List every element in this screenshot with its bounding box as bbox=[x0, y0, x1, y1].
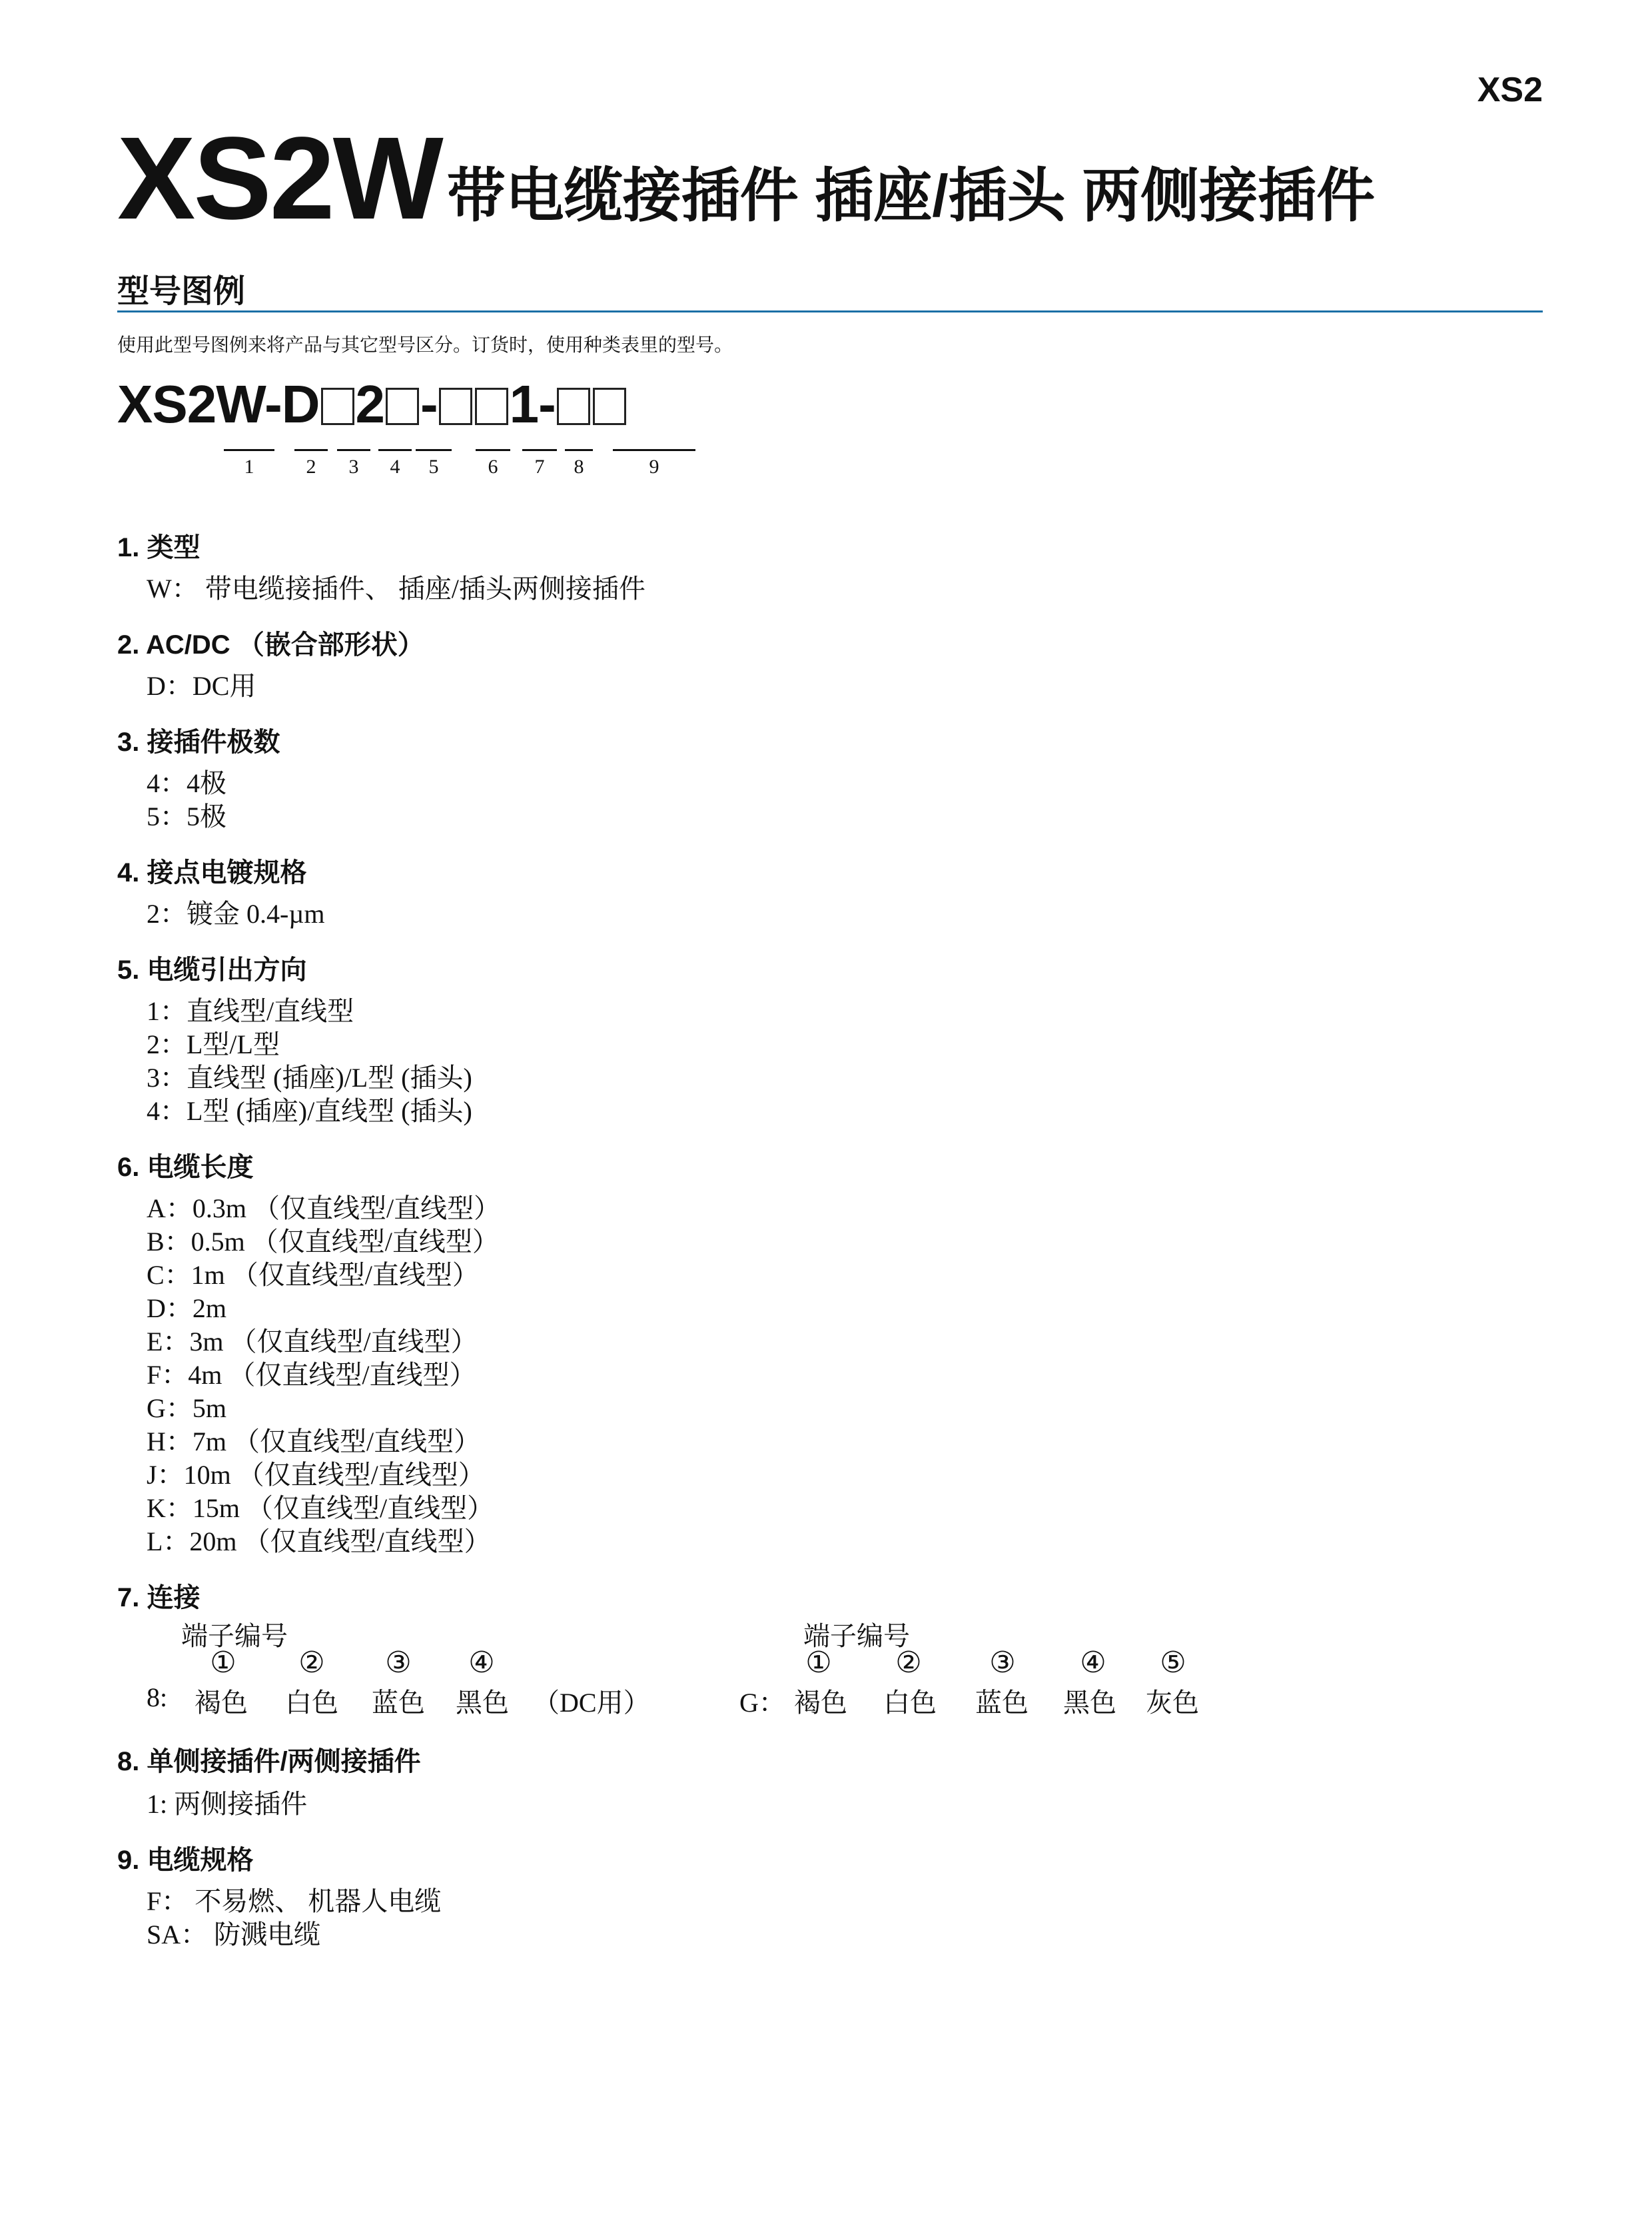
wire-code: 8: bbox=[147, 1682, 168, 1712]
placeholder-box bbox=[321, 388, 354, 425]
terminal-label: 端子编号 bbox=[181, 1621, 288, 1651]
terminal-number: ④ bbox=[468, 1646, 495, 1679]
wire-color: 褐色 bbox=[195, 1688, 248, 1718]
list-item: 3：直线型 (插座)/L型 (插头) bbox=[147, 1063, 472, 1093]
list-item: E：3m （仅直线型/直线型） bbox=[147, 1327, 478, 1357]
terminal-number: ② bbox=[298, 1646, 325, 1679]
placeholder-box bbox=[475, 388, 508, 425]
page-code: XS2 bbox=[1477, 71, 1543, 109]
segment-number: 8 bbox=[574, 456, 584, 478]
segment-underline bbox=[378, 449, 412, 451]
title-code: XS2W bbox=[117, 113, 442, 244]
list-item: K：15m （仅直线型/直线型） bbox=[147, 1493, 494, 1523]
section-3-heading: 3. 接插件极数 bbox=[117, 728, 280, 757]
terminal-number: ② bbox=[895, 1646, 922, 1679]
terminal-number: ⑤ bbox=[1160, 1646, 1186, 1679]
segment-number: 7 bbox=[534, 456, 545, 478]
section-1-heading: 1. 类型 bbox=[117, 533, 201, 562]
list-item: 2：镀金 0.4-µm bbox=[147, 899, 325, 929]
list-item: 4：L型 (插座)/直线型 (插头) bbox=[147, 1096, 472, 1126]
segment-underline bbox=[613, 449, 695, 451]
model-code-prefix: XS2W-D bbox=[117, 374, 320, 434]
list-item: 4：4极 bbox=[147, 768, 226, 798]
list-item: G：5m bbox=[147, 1393, 226, 1423]
wire-color: 白色 bbox=[285, 1688, 338, 1718]
segment-number: 2 bbox=[306, 456, 316, 478]
title-text: 带电缆接插件 插座/插头 两侧接插件 bbox=[446, 163, 1376, 229]
list-item: SA： 防溅电缆 bbox=[147, 1920, 321, 1950]
terminal-number: ① bbox=[805, 1646, 832, 1679]
placeholder-box bbox=[557, 388, 590, 425]
list-item: D：DC用 bbox=[147, 671, 256, 701]
segment-underline bbox=[565, 449, 593, 451]
wire-color: 灰色 bbox=[1146, 1688, 1199, 1718]
list-item: J：10m （仅直线型/直线型） bbox=[147, 1460, 485, 1490]
list-item: A：0.3m （仅直线型/直线型） bbox=[147, 1193, 501, 1223]
list-item: 1: 两侧接插件 bbox=[147, 1789, 308, 1819]
list-item: F：4m （仅直线型/直线型） bbox=[147, 1360, 476, 1390]
section-7-heading: 7. 连接 bbox=[117, 1583, 201, 1612]
list-item: B：0.5m （仅直线型/直线型） bbox=[147, 1227, 499, 1257]
page-title bbox=[117, 113, 1376, 247]
segment-number: 4 bbox=[390, 456, 400, 478]
segment-number: 6 bbox=[488, 456, 498, 478]
model-code-part: 1- bbox=[509, 374, 556, 434]
placeholder-box bbox=[386, 388, 419, 425]
wire-color: 蓝色 bbox=[975, 1688, 1029, 1718]
section-6-heading: 6. 电缆长度 bbox=[117, 1153, 254, 1182]
terminal-number: ③ bbox=[385, 1646, 412, 1679]
segment-number: 5 bbox=[428, 456, 439, 478]
placeholder-box bbox=[593, 388, 626, 425]
segment-underline bbox=[522, 449, 557, 451]
wire-color: 白色 bbox=[883, 1688, 937, 1718]
wire-color: 褐色 bbox=[794, 1688, 847, 1718]
section-9-heading: 9. 电缆规格 bbox=[117, 1846, 254, 1875]
model-code-part: - bbox=[420, 374, 438, 434]
terminal-number: ① bbox=[210, 1646, 236, 1679]
section-heading: 型号图例 bbox=[117, 274, 246, 309]
list-item: F： 不易燃、 机器人电缆 bbox=[147, 1886, 442, 1916]
wire-color: 蓝色 bbox=[372, 1688, 425, 1718]
segment-underline bbox=[416, 449, 452, 451]
list-item: L：20m （仅直线型/直线型） bbox=[147, 1526, 491, 1556]
terminal-label: 端子编号 bbox=[803, 1621, 910, 1651]
model-code bbox=[117, 374, 627, 434]
list-item: H：7m （仅直线型/直线型） bbox=[147, 1426, 481, 1456]
segment-number: 3 bbox=[348, 456, 359, 478]
segment-underline bbox=[224, 449, 274, 451]
list-item: 1：直线型/直线型 bbox=[147, 996, 354, 1026]
segment-underline bbox=[294, 449, 328, 451]
wire-color: 黑色 bbox=[1063, 1688, 1116, 1718]
segment-underline bbox=[476, 449, 510, 451]
wire-code: G： bbox=[739, 1688, 785, 1718]
segment-number: 1 bbox=[244, 456, 254, 478]
segment-number: 9 bbox=[649, 456, 659, 478]
list-item: C：1m （仅直线型/直线型） bbox=[147, 1260, 479, 1290]
list-item: 5：5极 bbox=[147, 802, 226, 832]
placeholder-box bbox=[439, 388, 472, 425]
list-item: 2：L型/L型 bbox=[147, 1029, 280, 1059]
segment-underline bbox=[337, 449, 370, 451]
section-4-heading: 4. 接点电镀规格 bbox=[117, 858, 307, 887]
terminal-number: ③ bbox=[989, 1646, 1016, 1679]
intro-text: 使用此型号图例来将产品与其它型号区分。订货时，使用种类表里的型号。 bbox=[117, 335, 733, 356]
wire-color: 黑色 bbox=[456, 1688, 509, 1718]
terminal-number: ④ bbox=[1080, 1646, 1106, 1679]
wire-note: （DC用） bbox=[533, 1688, 650, 1718]
list-item: W： 带电缆接插件、 插座/插头两侧接插件 bbox=[147, 574, 645, 604]
section-8-heading: 8. 单侧接插件/两侧接插件 bbox=[117, 1747, 421, 1776]
model-code-part: 2 bbox=[355, 374, 385, 434]
section-5-heading: 5. 电缆引出方向 bbox=[117, 955, 307, 985]
list-item: D：2m bbox=[147, 1293, 226, 1323]
section-2-heading: 2. AC/DC （嵌合部形状） bbox=[117, 630, 424, 660]
section-divider bbox=[117, 310, 1543, 312]
